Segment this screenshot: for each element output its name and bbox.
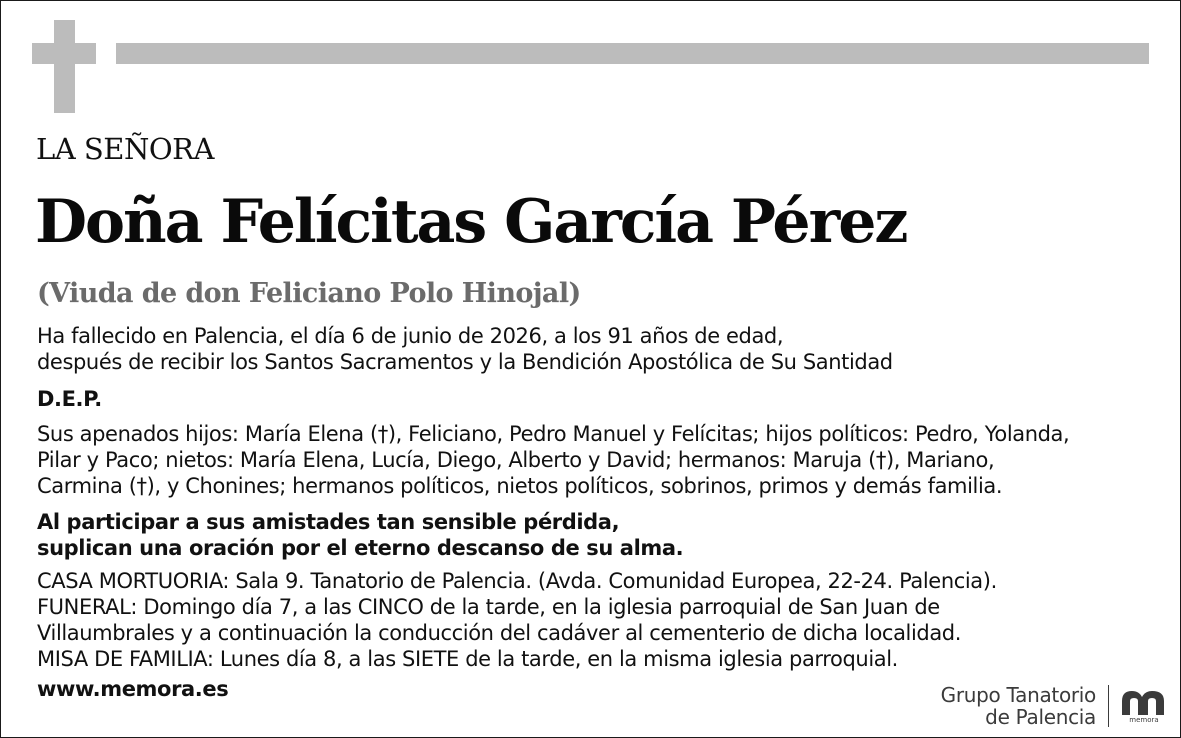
- cross-icon-arm: [32, 43, 96, 64]
- announcement-block: [37, 323, 893, 375]
- family-block: [37, 421, 1069, 499]
- details-line-funeral: FUNERAL: Domingo día 7, a las CINCO de la tarde, en la iglesia parroquial de San Juan de: [37, 595, 940, 619]
- header-rule: [116, 43, 1149, 64]
- details-line-mortuary: CASA MORTUORIA: Sala 9. Tanatorio de Palencia. (Avda. Comunidad Europea, 22-24. Palencia).: [37, 569, 997, 593]
- request-line: suplican una oración por el eterno descanso de su alma.: [37, 536, 684, 560]
- website-link[interactable]: www.memora.es: [37, 677, 229, 701]
- logo-divider: [1108, 685, 1109, 727]
- brand-wordmark: memora: [1129, 716, 1159, 724]
- request-block: [37, 509, 683, 561]
- family-line: Pilar y Paco; nietos: María Elena, Lucía, Diego, Alberto y David; hermanos: Maruja (†), Mariano,: [37, 448, 995, 472]
- announcement-line: Ha fallecido en Palencia, el día 6 de junio de 2026, a los 91 años de edad,: [37, 324, 784, 348]
- details-block: [37, 568, 997, 672]
- company-name-line: Grupo Tanatorio: [940, 683, 1096, 707]
- family-line: Carmina (†), y Chonines; hermanos políticos, nietos políticos, sobrinos, primos y demás familia.: [37, 474, 1003, 498]
- details-line-mass: MISA DE FAMILIA: Lunes día 8, a las SIETE de la tarde, en la misma iglesia parroquial.: [37, 647, 898, 671]
- widow-note: (Viuda de don Feliciano Polo Hinojal): [37, 278, 581, 309]
- title-prefix: LA SEÑORA: [36, 132, 214, 166]
- announcement-line: después de recibir los Santos Sacramentos y la Bendición Apostólica de Su Santidad: [37, 350, 893, 374]
- company-name-line: de Palencia: [985, 705, 1096, 729]
- request-line: Al participar a sus amistades tan sensible pérdida,: [37, 510, 620, 534]
- details-line-funeral: Villaumbrales y a continuación la conducción del cadáver al cementerio de dicha localidad.: [37, 621, 962, 645]
- cross-icon: [54, 20, 75, 113]
- company-name: [941, 684, 1096, 728]
- dep-label: D.E.P.: [37, 387, 102, 411]
- family-line: Sus apenados hijos: María Elena (†), Feliciano, Pedro Manuel y Felícitas; hijos políticos: Pedro, Yolanda,: [37, 422, 1070, 446]
- deceased-name: Doña Felícitas García Pérez: [35, 187, 907, 257]
